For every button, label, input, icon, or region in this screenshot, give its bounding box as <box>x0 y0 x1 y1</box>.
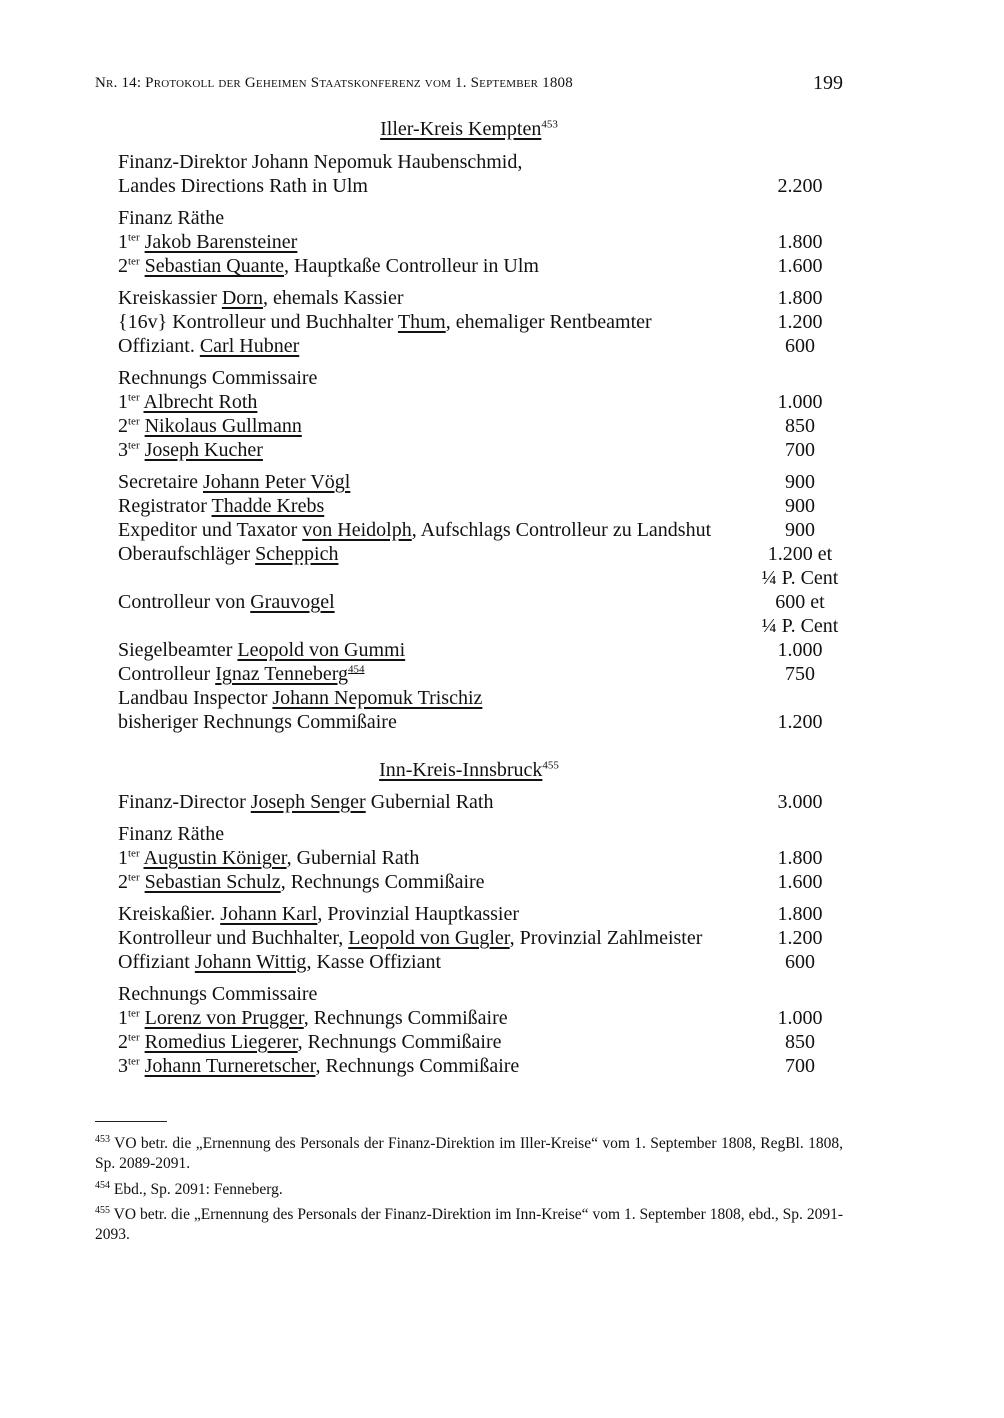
salary-amount: 1.800 <box>777 287 823 309</box>
salary-amount: 600 et <box>775 591 825 613</box>
person-name: Augustin Königer <box>143 847 287 869</box>
entry-row <box>118 1030 840 1054</box>
entry-text: , Rechnungs Commißaire <box>280 871 485 893</box>
entry-label <box>118 662 365 686</box>
entry-text: Registrator <box>118 495 212 517</box>
entry-row <box>118 1054 840 1078</box>
entry-row <box>118 1006 840 1030</box>
entry-label <box>118 438 263 462</box>
entry-row <box>118 230 840 254</box>
entry-label <box>118 902 519 926</box>
entry-row <box>118 870 840 894</box>
entry-row <box>118 950 840 974</box>
entry-label <box>118 310 652 334</box>
entry-label <box>118 1054 519 1078</box>
salary-amount: 1.800 <box>777 231 823 253</box>
entry-row <box>118 614 840 638</box>
entry-label <box>118 254 539 278</box>
entry-row <box>118 790 840 814</box>
entry-text: , Rechnungs Commißaire <box>297 1031 502 1053</box>
person-name: Nikolaus Gullmann <box>144 415 302 437</box>
entry-row <box>118 590 840 614</box>
entry-text: 2 <box>118 1031 128 1053</box>
salary-amount: 600 <box>785 951 815 973</box>
footnote-number: 453 <box>95 1133 110 1145</box>
entry-text: 2 <box>118 871 128 893</box>
salary-amount: ¼ P. Cent <box>761 615 839 637</box>
entry-text: , Gubernial Rath <box>286 847 420 869</box>
salary-amount: 1.600 <box>777 871 823 893</box>
salary-amount: 1.000 <box>777 391 823 413</box>
entry-text: 1 <box>118 391 128 413</box>
entry-row <box>118 902 840 926</box>
entry-row <box>118 710 840 734</box>
salary-amount: 900 <box>785 519 815 541</box>
entry-row <box>118 494 840 518</box>
entry-row <box>118 310 840 334</box>
entry-row <box>118 926 840 950</box>
entry-group <box>118 902 840 974</box>
superscript: ter <box>128 439 140 452</box>
footnote-ref: 455 <box>542 759 559 772</box>
entry-text: Controlleur <box>118 663 216 685</box>
entry-label <box>118 950 441 974</box>
entry-label <box>118 390 257 414</box>
footnote-text: VO betr. die „Ernennung des Personals der Finanz-Direktion im Inn-Kreise“ vom 1. September 1808, ebd., Sp. 2091-2093. <box>95 1206 843 1243</box>
salary-amount: 700 <box>785 1055 815 1077</box>
footnote-455 <box>95 1205 843 1245</box>
entry-text: , Provinzial Zahlmeister <box>509 927 703 949</box>
entry-row <box>118 150 840 174</box>
entry-group <box>118 286 840 358</box>
entry-text: 1 <box>118 847 128 869</box>
entry-label <box>118 790 493 814</box>
person-name: Leopold von Gummi <box>237 639 406 661</box>
person-name: Leopold von Gugler <box>348 927 510 949</box>
entry-row <box>118 686 840 710</box>
superscript: 454 <box>348 663 365 676</box>
entry-text: Gubernial Rath <box>365 791 494 813</box>
entry-label <box>118 926 702 950</box>
person-name: Thum <box>397 311 446 333</box>
entry-text: Finanz Räthe <box>118 207 225 229</box>
salary-amount: 1.800 <box>777 847 823 869</box>
entry-label <box>118 1030 502 1054</box>
salary-amount: 1.200 <box>777 311 823 333</box>
entry-label <box>118 414 302 438</box>
entry-label <box>118 1006 508 1030</box>
entry-label <box>118 638 405 662</box>
salary-amount: 850 <box>785 415 815 437</box>
entry-text: Landes Directions Rath in Ulm <box>118 175 368 197</box>
entry-text: Rechnungs Commissaire <box>118 983 318 1005</box>
entry-text: Rechnungs Commissaire <box>118 367 318 389</box>
entry-text: 1 <box>118 231 128 253</box>
salary-amount: 1.200 <box>777 711 823 733</box>
entry-text: Secretaire <box>118 471 203 493</box>
person-name: Sebastian Quante <box>144 255 285 277</box>
entry-label <box>118 870 485 894</box>
superscript: ter <box>128 1031 140 1044</box>
entry-text: Kreiskaßier. <box>118 903 221 925</box>
entry-label <box>118 174 368 198</box>
entry-group <box>118 822 840 894</box>
entry-text: , ehemals Kassier <box>262 287 404 309</box>
entry-row <box>118 982 840 1006</box>
entry-row <box>118 518 840 542</box>
salary-amount: 700 <box>785 439 815 461</box>
salary-amount: ¼ P. Cent <box>761 567 839 589</box>
person-name: Johann Peter Vögl <box>202 471 351 493</box>
entry-text: , Kasse Offiziant <box>306 951 442 973</box>
entry-text: , Provinzial Hauptkassier <box>317 903 520 925</box>
person-name: Joseph Kucher <box>144 439 263 461</box>
running-head <box>95 72 843 100</box>
person-name: Johann Nepomuk Trischiz <box>272 687 483 709</box>
salary-amount: 1.600 <box>777 255 823 277</box>
entry-row <box>118 822 840 846</box>
superscript: ter <box>128 847 140 860</box>
entry-group <box>118 366 840 462</box>
entry-row <box>118 470 840 494</box>
entry-group <box>118 150 840 198</box>
salary-amount: 900 <box>785 495 815 517</box>
entry-text: {16v} Kontrolleur und Buchhalter <box>118 311 398 333</box>
entry-label <box>118 286 403 310</box>
entry-row <box>118 438 840 462</box>
entry-text: Siegelbeamter <box>118 639 238 661</box>
entry-text: bisheriger Rechnungs Commißaire <box>118 711 397 733</box>
salary-amount: 600 <box>785 335 815 357</box>
section-heading-inn <box>95 758 843 782</box>
person-name: Sebastian Schulz <box>144 871 281 893</box>
entry-text: Expeditor und Taxator <box>118 519 303 541</box>
person-name: Thadde Krebs <box>211 495 325 517</box>
entry-label <box>118 518 711 542</box>
entry-label <box>118 822 224 846</box>
superscript: ter <box>128 1055 140 1068</box>
footnote-number: 455 <box>95 1204 110 1216</box>
entry-row <box>118 366 840 390</box>
salary-amount: 850 <box>785 1031 815 1053</box>
entry-text: , ehemaliger Rentbeamter <box>445 311 652 333</box>
entry-label <box>118 334 299 358</box>
person-name: Scheppich <box>255 543 339 565</box>
person-name: Ignaz Tenneberg <box>215 663 349 685</box>
section-title: Inn-Kreis-Innsbruck <box>379 759 543 781</box>
footnote-text: Ebd., Sp. 2091: Fenneberg. <box>113 1181 283 1198</box>
superscript: ter <box>128 391 140 404</box>
footnote-text: VO betr. die „Ernennung des Personals der Finanz-Direktion im Iller-Kreise“ vom 1. September 1808, RegBl. 1808, Sp. 2089-2091. <box>95 1135 843 1172</box>
footnote-ref: 453 <box>541 118 558 131</box>
entry-row <box>118 542 840 566</box>
person-name: Albrecht Roth <box>143 391 258 413</box>
entry-group <box>118 470 840 734</box>
entry-row <box>118 846 840 870</box>
entry-label <box>118 590 335 614</box>
person-name: Carl Hubner <box>199 335 300 357</box>
person-name: von Heidolph <box>302 519 412 541</box>
entry-row <box>118 254 840 278</box>
footnote-453 <box>95 1134 843 1174</box>
entry-label <box>118 206 224 230</box>
entry-label <box>118 150 522 174</box>
section-heading-iller <box>95 117 843 141</box>
entry-text: 3 <box>118 439 128 461</box>
entry-row <box>118 206 840 230</box>
entry-text: Finanz-Direktor Johann Nepomuk Haubenschmid, <box>118 151 523 173</box>
salary-amount: 3.000 <box>777 791 823 813</box>
salary-amount: 1.200 et <box>767 543 833 565</box>
footnote-454 <box>95 1180 843 1200</box>
entry-row <box>118 334 840 358</box>
salary-amount: 1.000 <box>777 639 823 661</box>
person-name: Dorn <box>221 287 263 309</box>
entry-label <box>118 982 317 1006</box>
entry-text: Kreiskassier <box>118 287 222 309</box>
entry-label <box>118 230 297 254</box>
person-name: Romedius Liegerer <box>144 1031 298 1053</box>
entry-row <box>118 566 840 590</box>
person-name: Grauvogel <box>250 591 335 613</box>
entry-text: Landbau Inspector <box>118 687 273 709</box>
entry-row <box>118 286 840 310</box>
entry-text: Finanz Räthe <box>118 823 225 845</box>
entry-text: , Rechnungs Commißaire <box>315 1055 520 1077</box>
superscript: ter <box>128 415 140 428</box>
entry-group <box>118 982 840 1078</box>
superscript: ter <box>128 255 140 268</box>
running-head-title: Nr. 14: Protokoll der Geheimen Staatskonferenz vom 1. September 1808 <box>95 75 573 91</box>
section-title: Iller-Kreis Kempten <box>380 118 542 140</box>
entry-label <box>118 846 419 870</box>
entry-text: , Rechnungs Commißaire <box>303 1007 508 1029</box>
entry-group <box>118 206 840 278</box>
person-name: Johann Wittig <box>194 951 307 973</box>
entry-text: 1 <box>118 1007 128 1029</box>
entry-label <box>118 366 317 390</box>
person-name: Johann Karl <box>220 903 318 925</box>
person-name: Johann Turneretscher <box>144 1055 316 1077</box>
entry-group <box>118 790 840 814</box>
entry-label <box>118 710 397 734</box>
salary-amount: 900 <box>785 471 815 493</box>
footnote-number: 454 <box>95 1179 110 1191</box>
entry-label <box>118 686 482 710</box>
entry-text: , Hauptkaße Controlleur in Ulm <box>284 255 539 277</box>
entry-row <box>118 174 840 198</box>
personnel-list-iller <box>118 150 840 734</box>
superscript: ter <box>128 871 140 884</box>
entry-row <box>118 390 840 414</box>
salary-amount: 1.800 <box>777 903 823 925</box>
entry-text: Offiziant <box>118 951 195 973</box>
entry-text: Finanz-Director <box>118 791 251 813</box>
entry-text: Controlleur von <box>118 591 251 613</box>
entry-text: 2 <box>118 255 128 277</box>
entry-row <box>118 662 840 686</box>
superscript: ter <box>128 231 140 244</box>
page-number: 199 <box>813 72 843 94</box>
entry-row <box>118 638 840 662</box>
entry-text: , Aufschlags Controlleur zu Landshut <box>411 519 712 541</box>
entry-row <box>118 414 840 438</box>
person-name: Jakob Barensteiner <box>144 231 298 253</box>
superscript: ter <box>128 1007 140 1020</box>
footnote-divider <box>95 1121 167 1122</box>
entry-label <box>118 470 350 494</box>
entry-text: Offiziant. <box>118 335 200 357</box>
person-name: Joseph Senger <box>250 791 366 813</box>
entry-text: 2 <box>118 415 128 437</box>
salary-amount: 750 <box>785 663 815 685</box>
salary-amount: 1.000 <box>777 1007 823 1029</box>
salary-amount: 1.200 <box>777 927 823 949</box>
person-name: Lorenz von Prugger <box>144 1007 304 1029</box>
entry-text: Oberaufschläger <box>118 543 256 565</box>
personnel-list-inn <box>118 790 840 1078</box>
entry-label <box>118 542 338 566</box>
salary-amount: 2.200 <box>777 175 823 197</box>
entry-text: 3 <box>118 1055 128 1077</box>
entry-label <box>118 494 324 518</box>
entry-text: Kontrolleur und Buchhalter, <box>118 927 349 949</box>
